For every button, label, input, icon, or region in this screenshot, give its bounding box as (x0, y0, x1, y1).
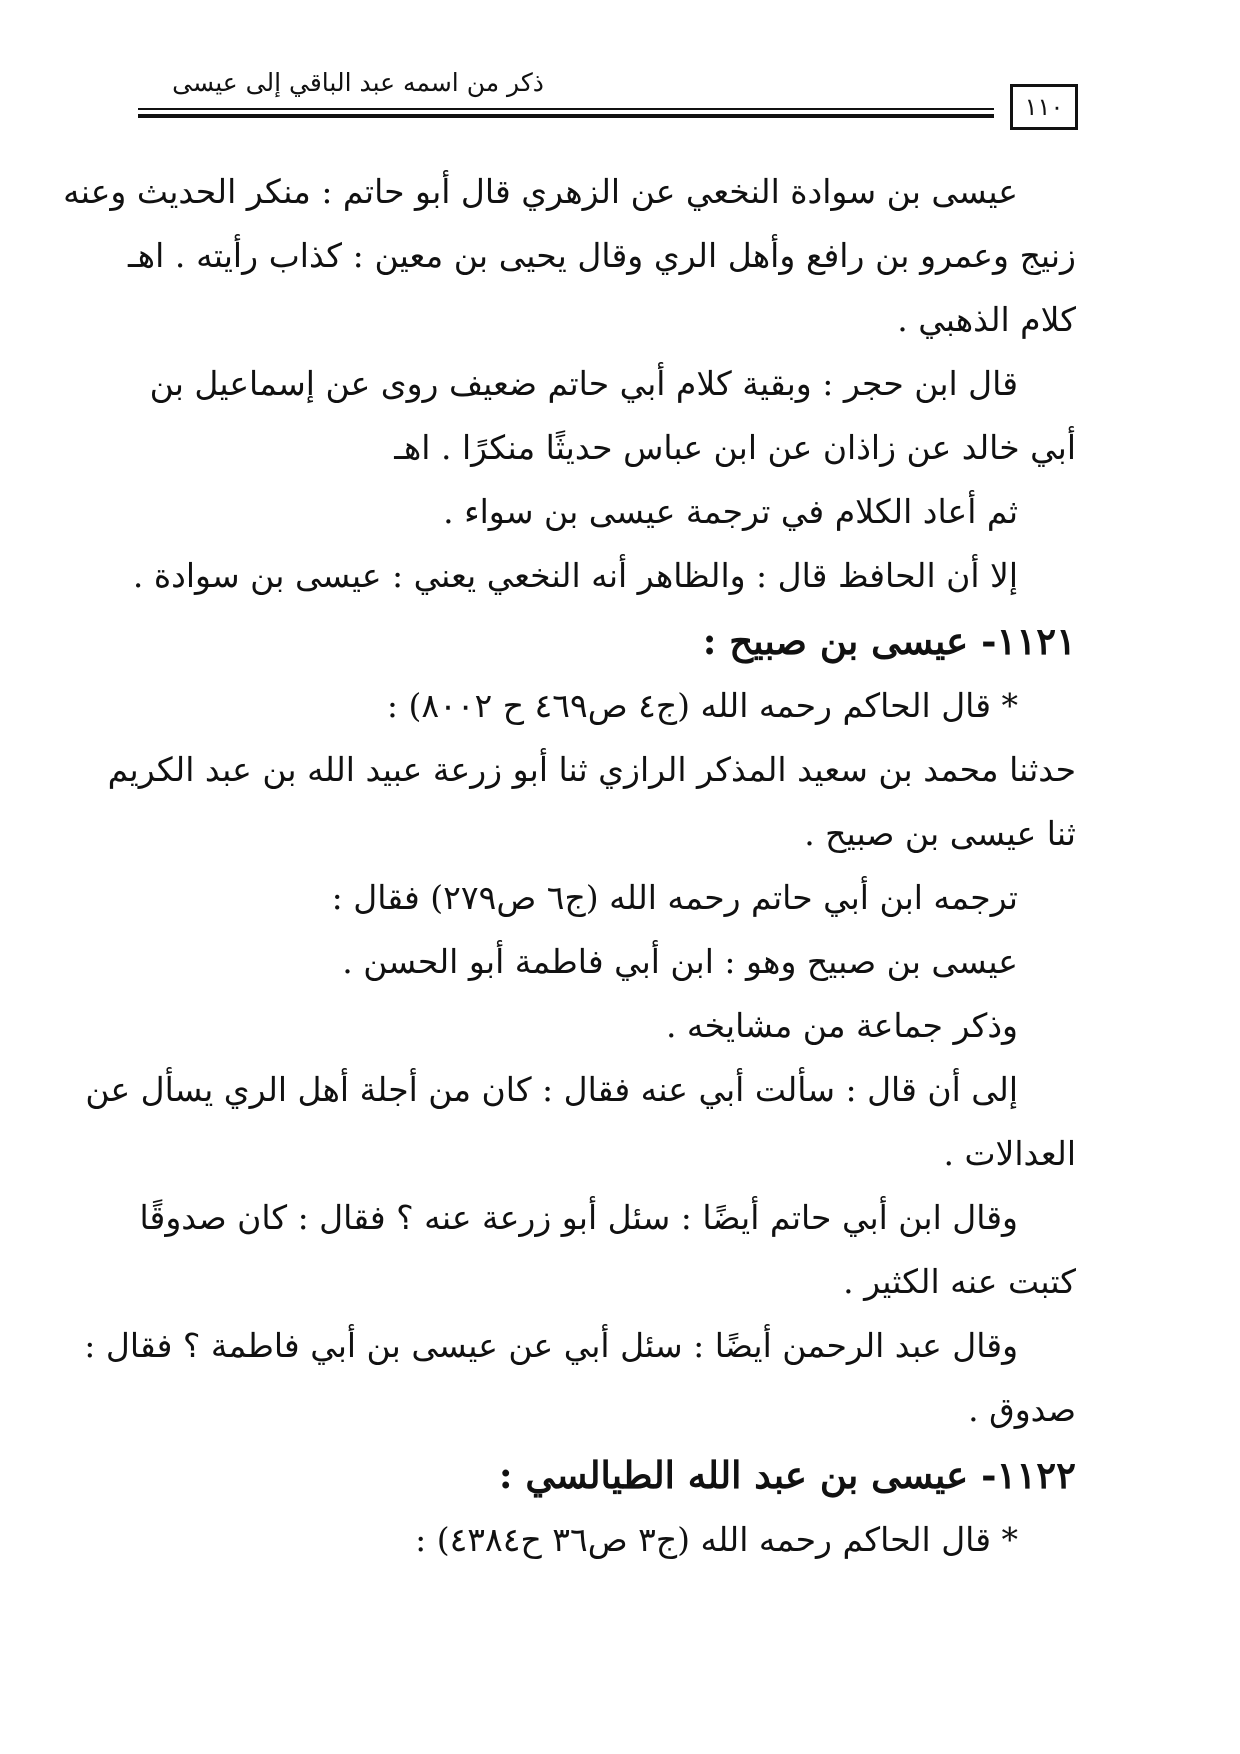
text-line: إلى أن قال : سألت أبي عنه فقال : كان من أجلة أهل الري يسأل عن (85, 1070, 1018, 1109)
text-line: عيسى بن صبيح وهو : ابن أبي فاطمة أبو الحسن . (342, 942, 1018, 981)
citation-line: * قال الحاكم رحمه الله (ج٣ ص٣٦ ح٤٣٨٤) : (415, 1520, 1018, 1559)
text-line: كلام الذهبي . (897, 300, 1076, 339)
text-line: ثم أعاد الكلام في ترجمة عيسى بن سواء . (443, 492, 1018, 531)
text-line: حدثنا محمد بن سعيد المذكر الرازي ثنا أبو زرعة عبيد الله بن عبد الكريم (107, 750, 1076, 789)
entry-heading-1121: ١١٢١- عيسى بن صبيح : (702, 619, 1076, 663)
header-title: ذكر من اسمه عبد الباقي إلى عيسى (172, 68, 544, 97)
body-text (63, 160, 1076, 1572)
text-line: ترجمه ابن أبي حاتم رحمه الله (ج٦ ص٢٧٩) فقال : (331, 878, 1018, 917)
header-rule-thick (138, 114, 994, 118)
citation-line: * قال الحاكم رحمه الله (ج٤ ص٤٦٩ ح ٨٠٠٢) : (386, 686, 1018, 725)
text-line: كتبت عنه الكثير . (843, 1262, 1076, 1301)
text-line: عيسى بن سوادة النخعي عن الزهري قال أبو حاتم : منكر الحديث وعنه (63, 172, 1018, 211)
text-line: وقال ابن أبي حاتم أيضًا : سئل أبو زرعة عنه ؟ فقال : كان صدوقًا (139, 1198, 1018, 1237)
text-line: زنيج وعمرو بن رافع وأهل الري وقال يحيى بن معين : كذاب رأيته . اهـ (128, 236, 1076, 275)
text-line: وذكر جماعة من مشايخه . (665, 1006, 1018, 1045)
text-line: ثنا عيسى بن صبيح . (804, 814, 1076, 853)
running-header (138, 62, 1078, 132)
text-line: وقال عبد الرحمن أيضًا : سئل أبي عن عيسى بن أبي فاطمة ؟ فقال : (84, 1326, 1018, 1365)
text-line: أبي خالد عن زاذان عن ابن عباس حديثًا منكرًا . اهـ (394, 428, 1076, 467)
header-rule-thin (138, 108, 994, 110)
page-number: ١١٠ (1010, 84, 1078, 130)
text-line: قال ابن حجر : وبقية كلام أبي حاتم ضعيف روى عن إسماعيل بن (149, 364, 1018, 403)
entry-heading-1122: ١١٢٢- عيسى بن عبد الله الطيالسي : (498, 1453, 1076, 1497)
text-line: العدالات . (943, 1134, 1076, 1173)
text-line: صدوق . (968, 1390, 1076, 1429)
text-line: إلا أن الحافظ قال : والظاهر أنه النخعي يعني : عيسى بن سوادة . (132, 556, 1018, 595)
